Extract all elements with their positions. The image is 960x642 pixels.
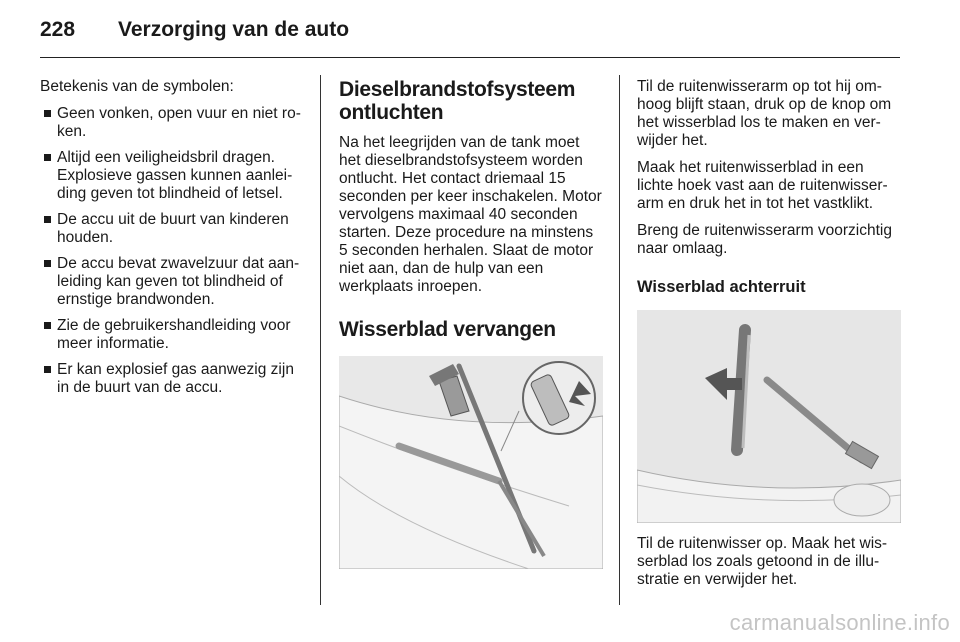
column-divider bbox=[619, 75, 620, 605]
section-heading-wiper: Wisserblad vervangen bbox=[339, 318, 556, 341]
list-item-text: Er kan explosief gas aanwezig zijn in de buurt van de accu. bbox=[57, 361, 294, 396]
rear-wiper-illustration bbox=[637, 310, 901, 523]
list-item bbox=[40, 361, 308, 397]
page-number: 228 bbox=[40, 18, 76, 41]
bullet-icon bbox=[44, 366, 51, 373]
bullet-icon bbox=[44, 260, 51, 267]
diesel-paragraph: Na het leegrijden van de tank moet het dieselbrandstofsysteem worden ontlucht. Het contact driemaal 15 seconden per keer inschakelen. Motor vervolgens maximaal 40 seconden starten. Deze procedure na minstens 5 seconden herhalen. Slaat de motor niet aan, dan de hulp van een werkplaats inroepen. bbox=[339, 134, 602, 295]
section-heading-diesel: Dieselbrandstofsysteem ontluchten bbox=[339, 78, 576, 124]
wiper-paragraph-1: Til de ruitenwisserarm op tot hij om-hoog blijft staan, druk op de knop om het wisserblad los te maken en ver-wijder het. bbox=[637, 78, 892, 149]
list-item bbox=[40, 211, 308, 247]
list-item bbox=[40, 317, 308, 353]
column-2 bbox=[339, 78, 605, 569]
rear-wiper-paragraph: Til de ruitenwisser op. Maak het wis-serblad los zoals getoond in de illu-stratie en verwijder het. bbox=[637, 535, 888, 588]
chapter-title: Verzorging van de auto bbox=[118, 18, 350, 41]
symbols-intro: Betekenis van de symbolen: bbox=[40, 78, 234, 95]
list-item-text: Geen vonken, open vuur en niet ro-ken. bbox=[57, 105, 301, 140]
column-1 bbox=[40, 78, 308, 405]
list-item bbox=[40, 149, 308, 203]
page-header bbox=[40, 18, 900, 58]
list-item-text: De accu bevat zwavelzuur dat aan-leiding kan geven tot blindheid of ernstige brandwonden. bbox=[57, 255, 300, 308]
header-rule bbox=[40, 57, 900, 58]
list-item-text: Zie de gebruikershandleiding voor meer informatie. bbox=[57, 317, 291, 352]
wiper-paragraph-2: Maak het ruitenwisserblad in een lichte hoek vast aan de ruitenwisser-arm en druk het in tot het vastklikt. bbox=[637, 159, 888, 212]
watermark-text: carmanualsonline.info bbox=[729, 610, 950, 635]
symbol-list bbox=[40, 105, 308, 397]
list-item bbox=[40, 255, 308, 309]
column-divider bbox=[320, 75, 321, 605]
rear-wiper-heading: Wisserblad achterruit bbox=[637, 278, 806, 296]
list-item bbox=[40, 105, 308, 141]
bullet-icon bbox=[44, 322, 51, 329]
bullet-icon bbox=[44, 110, 51, 117]
list-item-text: Altijd een veiligheidsbril dragen. Explosieve gassen kunnen aanlei-ding geven tot blindheid of letsel. bbox=[57, 149, 293, 202]
wiper-paragraph-3: Breng de ruitenwisserarm voorzichtig naar omlaag. bbox=[637, 222, 892, 257]
windshield-wiper-illustration bbox=[339, 356, 603, 569]
bullet-icon bbox=[44, 154, 51, 161]
list-item-text: De accu uit de buurt van kinderen houden. bbox=[57, 211, 289, 246]
column-3 bbox=[637, 78, 903, 598]
bullet-icon bbox=[44, 216, 51, 223]
